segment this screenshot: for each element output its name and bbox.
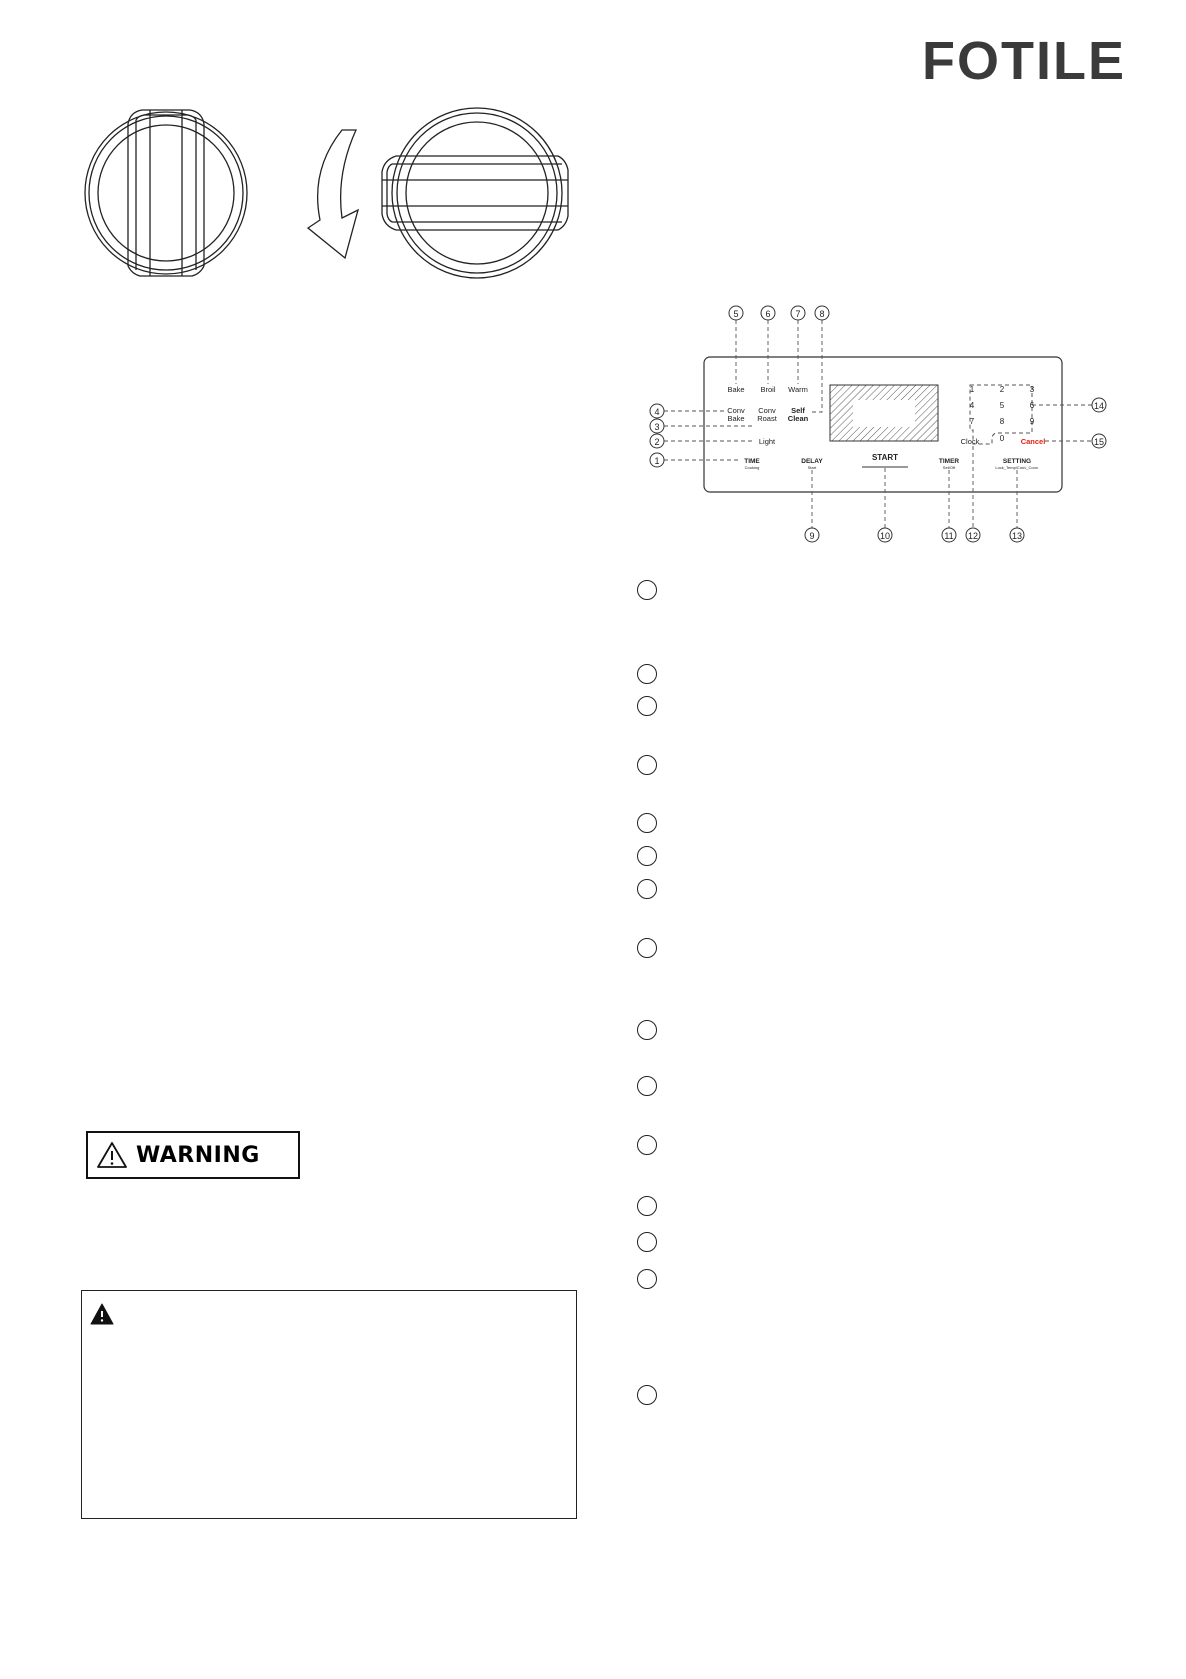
broil-label[interactable]: Broil [760, 385, 776, 394]
legend-circle-14 [637, 1269, 657, 1289]
knob-illustration [80, 100, 600, 290]
legend-circle-9 [637, 1020, 657, 1040]
legend-circle-12 [637, 1196, 657, 1216]
warning-triangle-icon [96, 1141, 128, 1169]
legend-circle-6 [637, 846, 657, 866]
setting-label[interactable]: SETTING [1002, 458, 1032, 465]
bake-label[interactable]: Bake [727, 385, 745, 394]
callout-5: 5 [733, 309, 739, 319]
key-4[interactable]: 4 [969, 401, 975, 410]
legend-circle-1 [637, 580, 657, 600]
key-8[interactable]: 8 [999, 417, 1005, 426]
light-label[interactable]: Light [758, 437, 776, 446]
caution-box [81, 1290, 577, 1519]
callout-4: 4 [654, 407, 660, 417]
control-panel-diagram [640, 300, 1105, 550]
knob-vertical [85, 110, 247, 276]
legend-circle-13 [637, 1232, 657, 1252]
legend-circle-11 [637, 1135, 657, 1155]
conv-bake-label-2[interactable]: Bake [727, 414, 745, 423]
rotate-arrow-icon [308, 130, 358, 258]
conv-roast-label-2[interactable]: Roast [757, 414, 777, 423]
warm-label[interactable]: Warm [788, 385, 808, 394]
key-0[interactable]: 0 [999, 434, 1005, 443]
legend-circle-8 [637, 938, 657, 958]
callout-12: 12 [967, 531, 979, 541]
legend-circle-7 [637, 879, 657, 899]
key-3[interactable]: 3 [1029, 385, 1035, 394]
warning-box [86, 1131, 300, 1179]
clock-label[interactable]: Clock [960, 437, 980, 446]
legend-circle-3 [637, 696, 657, 716]
start-label[interactable]: START [871, 453, 899, 462]
fotile-logo: FOTILE [922, 31, 1126, 91]
delay-sublabel: Start [807, 465, 817, 470]
setting-sublabel: Lock_Temp/Conv_Conv. [995, 465, 1039, 470]
time-label[interactable]: TIME [744, 458, 760, 465]
callout-2: 2 [654, 437, 660, 447]
callout-15: 15 [1093, 437, 1105, 447]
key-7[interactable]: 7 [969, 417, 975, 426]
delay-label[interactable]: DELAY [801, 458, 823, 465]
legend-circle-10 [637, 1076, 657, 1096]
legend-circle-2 [637, 664, 657, 684]
timer-sublabel: Set/Off [942, 465, 956, 470]
key-1[interactable]: 1 [969, 385, 975, 394]
callout-10: 10 [879, 531, 891, 541]
callout-9: 9 [809, 531, 815, 541]
callout-8: 8 [819, 309, 825, 319]
timer-label[interactable]: TIMER [938, 458, 960, 465]
callout-11: 11 [944, 531, 954, 541]
callout-1: 1 [654, 456, 660, 466]
knob-horizontal [382, 108, 568, 278]
caution-triangle-icon [90, 1303, 114, 1325]
time-sublabel: Cooking [744, 465, 760, 470]
legend-circle-15 [637, 1385, 657, 1405]
legend-circle-4 [637, 755, 657, 775]
self-clean-label-1[interactable]: Self [791, 406, 805, 415]
callout-14: 14 [1093, 401, 1105, 411]
key-6[interactable]: 6 [1029, 401, 1035, 410]
key-9[interactable]: 9 [1029, 417, 1035, 426]
self-clean-label-2[interactable]: Clean [787, 414, 809, 423]
legend-circle-5 [637, 813, 657, 833]
conv-roast-label-1[interactable]: Conv [758, 406, 776, 415]
callout-3: 3 [654, 422, 660, 432]
key-5[interactable]: 5 [999, 401, 1005, 410]
callout-13: 13 [1011, 531, 1023, 541]
warning-label: WARNING [136, 1142, 260, 1168]
conv-bake-label-1[interactable]: Conv [727, 406, 745, 415]
key-2[interactable]: 2 [999, 385, 1005, 394]
callout-7: 7 [795, 309, 801, 319]
display-screen [853, 400, 915, 427]
cancel-label[interactable]: Cancel [1020, 437, 1046, 446]
callout-6: 6 [765, 309, 771, 319]
